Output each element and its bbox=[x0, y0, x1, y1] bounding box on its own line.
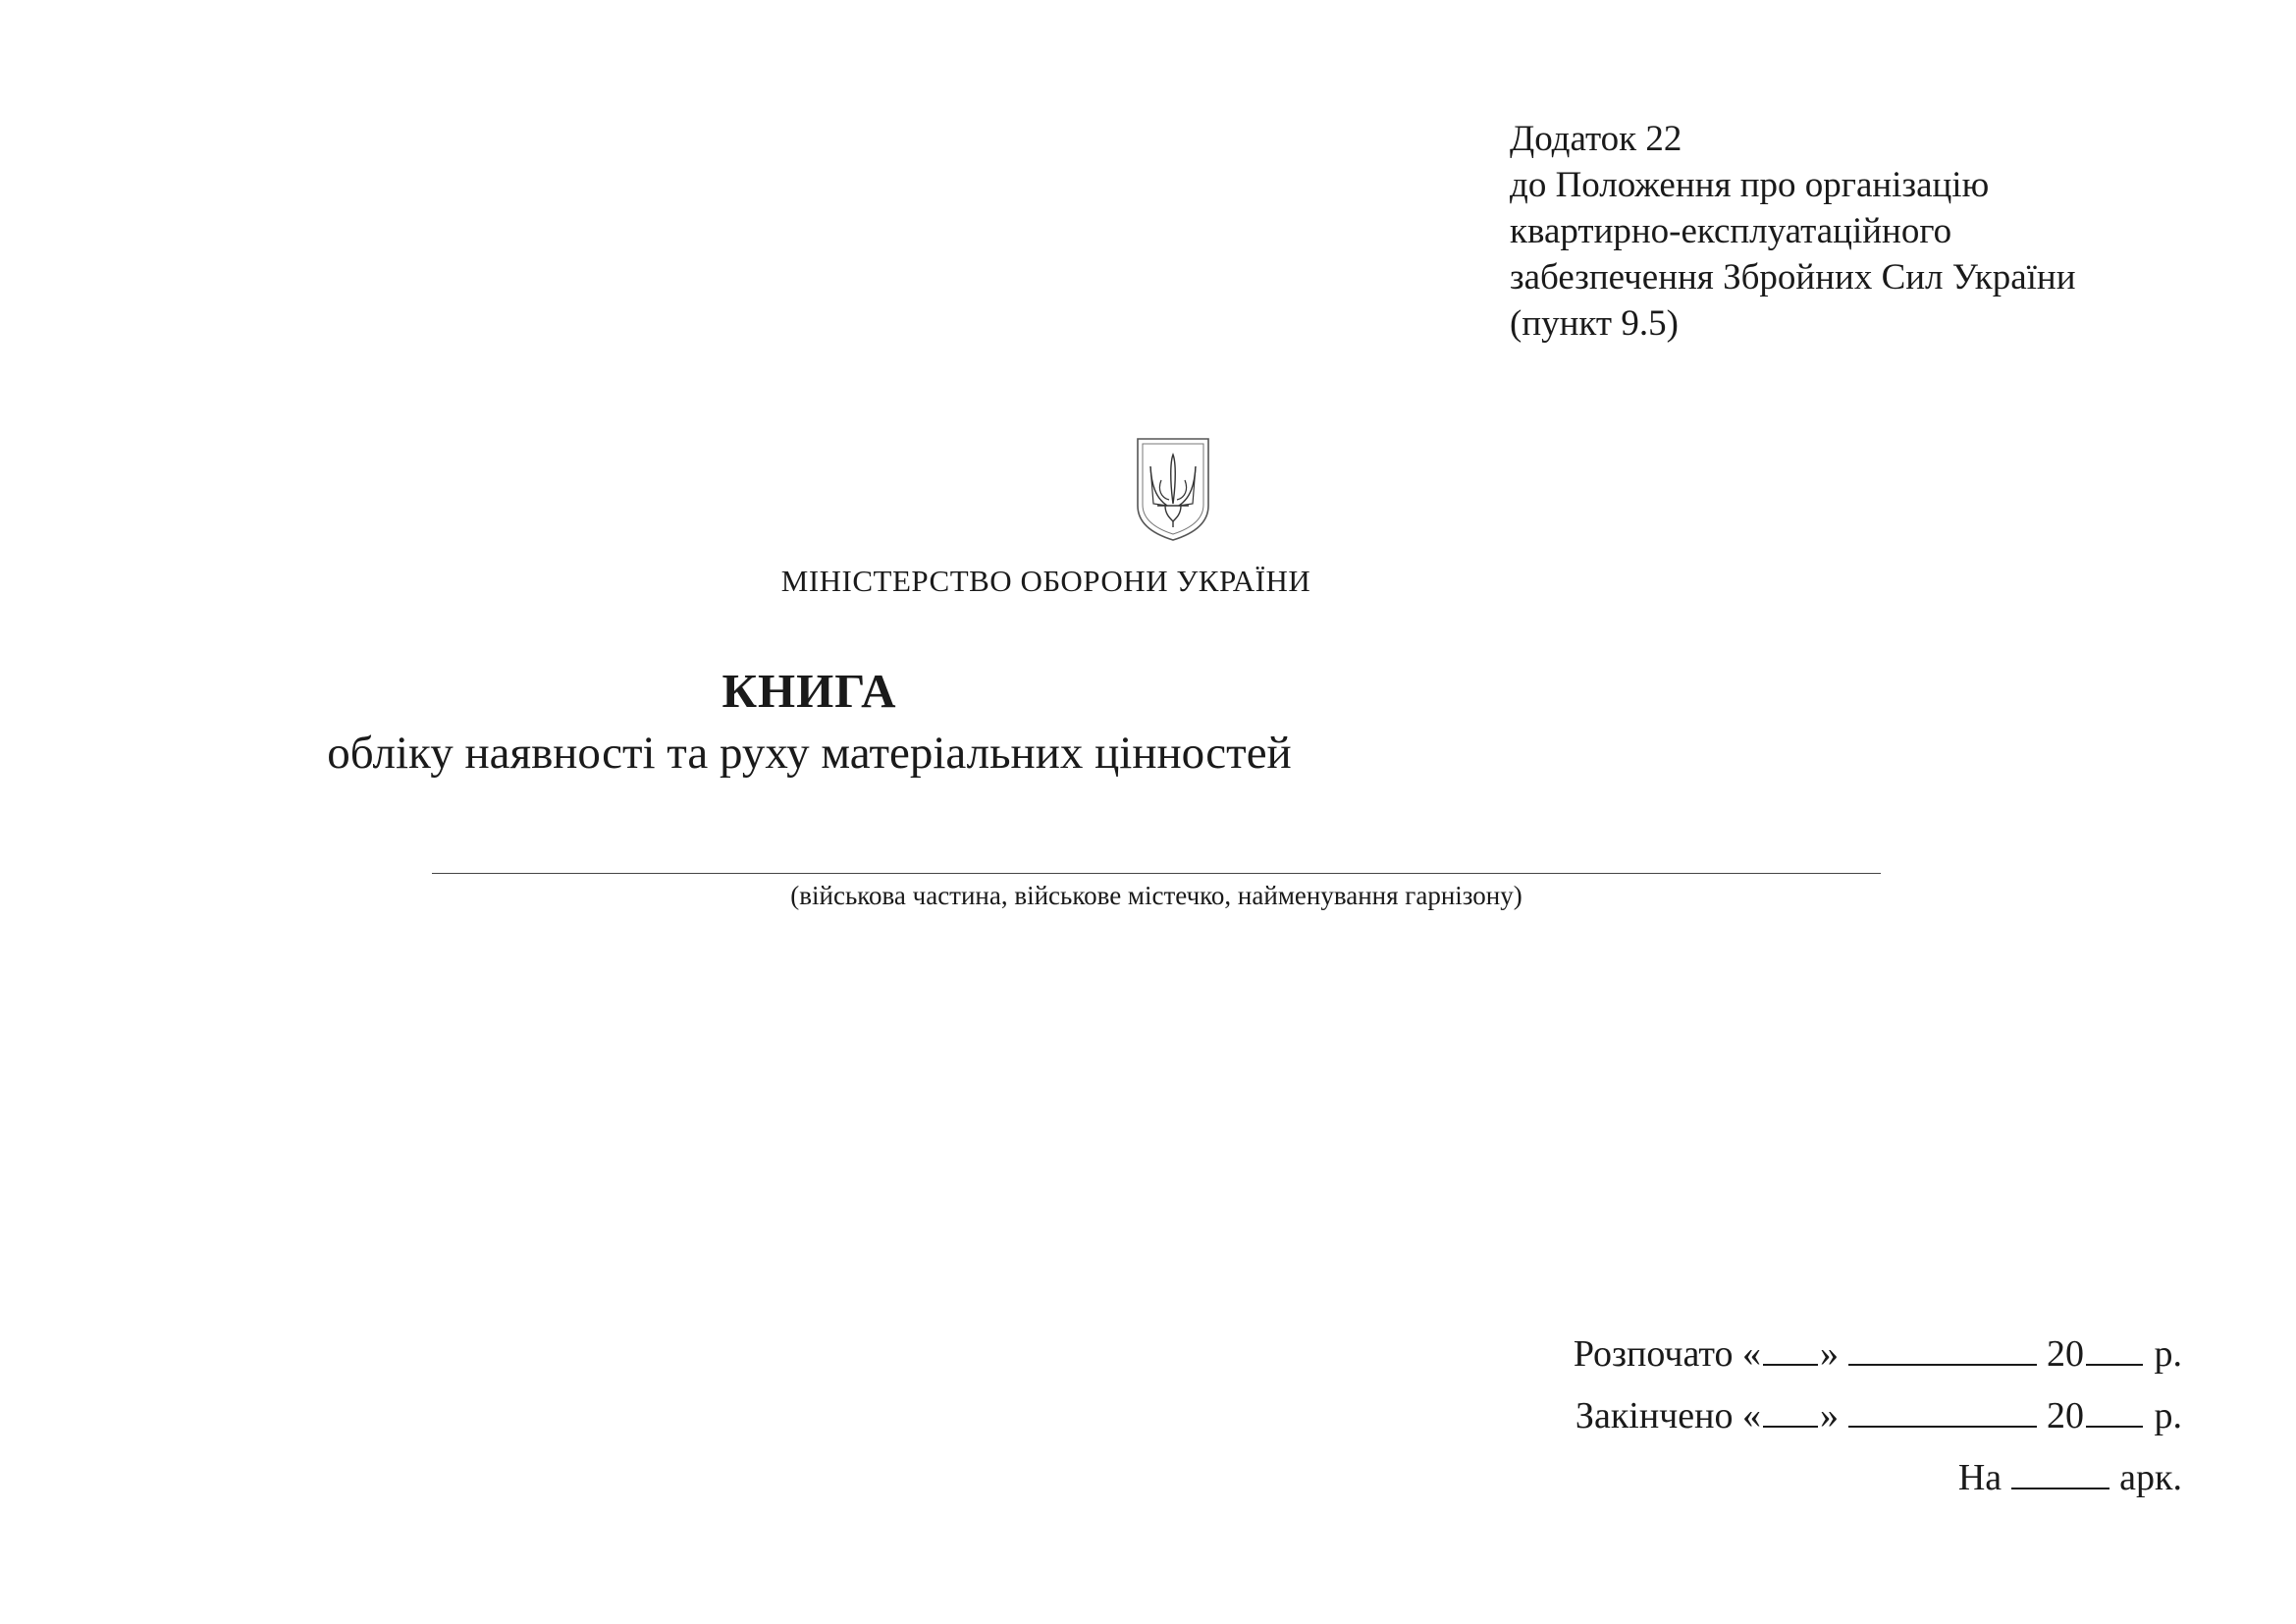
sheets-suffix: арк. bbox=[2119, 1457, 2182, 1498]
year-suffix: р. bbox=[2154, 1333, 2182, 1375]
book-title bbox=[0, 663, 2296, 719]
year-prefix: 20 bbox=[2047, 1395, 2084, 1436]
appendix-line: Додаток 22 bbox=[1510, 119, 1682, 159]
appendix-line: до Положення про організацію bbox=[1510, 165, 1990, 205]
sheets-count-blank[interactable] bbox=[2011, 1458, 2109, 1489]
sheets-label: На bbox=[1957, 1457, 2002, 1498]
finished-year-blank[interactable] bbox=[2086, 1396, 2143, 1428]
year-suffix: р. bbox=[2154, 1395, 2182, 1436]
started-row bbox=[1574, 1324, 2182, 1385]
book-subtitle-text: обліку наявності та руху матеріальних цінностей bbox=[327, 728, 1292, 779]
quote-close: » bbox=[1820, 1395, 1839, 1436]
finished-row bbox=[1574, 1385, 2182, 1447]
quote-close: » bbox=[1820, 1333, 1839, 1375]
sheets-row bbox=[1574, 1447, 2182, 1509]
unit-field-caption: (військова частина, військове містечко, найменування гарнізону) bbox=[790, 881, 1522, 910]
unit-fill-line[interactable] bbox=[432, 873, 1881, 874]
started-day-blank[interactable] bbox=[1763, 1334, 1818, 1366]
appendix-line: забезпечення Збройних Сил України bbox=[1510, 257, 2076, 298]
appendix-note bbox=[1510, 116, 2076, 347]
ministry-name bbox=[0, 564, 2296, 599]
year-prefix: 20 bbox=[2047, 1333, 2084, 1375]
started-month-blank[interactable] bbox=[1848, 1334, 2037, 1366]
appendix-line: квартирно-експлуатаційного bbox=[1510, 211, 1952, 251]
book-title-text: КНИГА bbox=[721, 664, 897, 718]
started-label: Розпочато « bbox=[1573, 1333, 1761, 1375]
trident-coat-of-arms-icon bbox=[1134, 435, 1212, 543]
finished-label: Закінчено « bbox=[1575, 1395, 1761, 1436]
started-year-blank[interactable] bbox=[2086, 1334, 2143, 1366]
book-period bbox=[1574, 1324, 2182, 1509]
finished-month-blank[interactable] bbox=[1848, 1396, 2037, 1428]
book-subtitle bbox=[0, 727, 2296, 780]
finished-day-blank[interactable] bbox=[1763, 1396, 1818, 1428]
appendix-line: (пункт 9.5) bbox=[1510, 303, 1679, 344]
ministry-text: МІНІСТЕРСТВО ОБОРОНИ УКРАЇНИ bbox=[780, 564, 1311, 598]
